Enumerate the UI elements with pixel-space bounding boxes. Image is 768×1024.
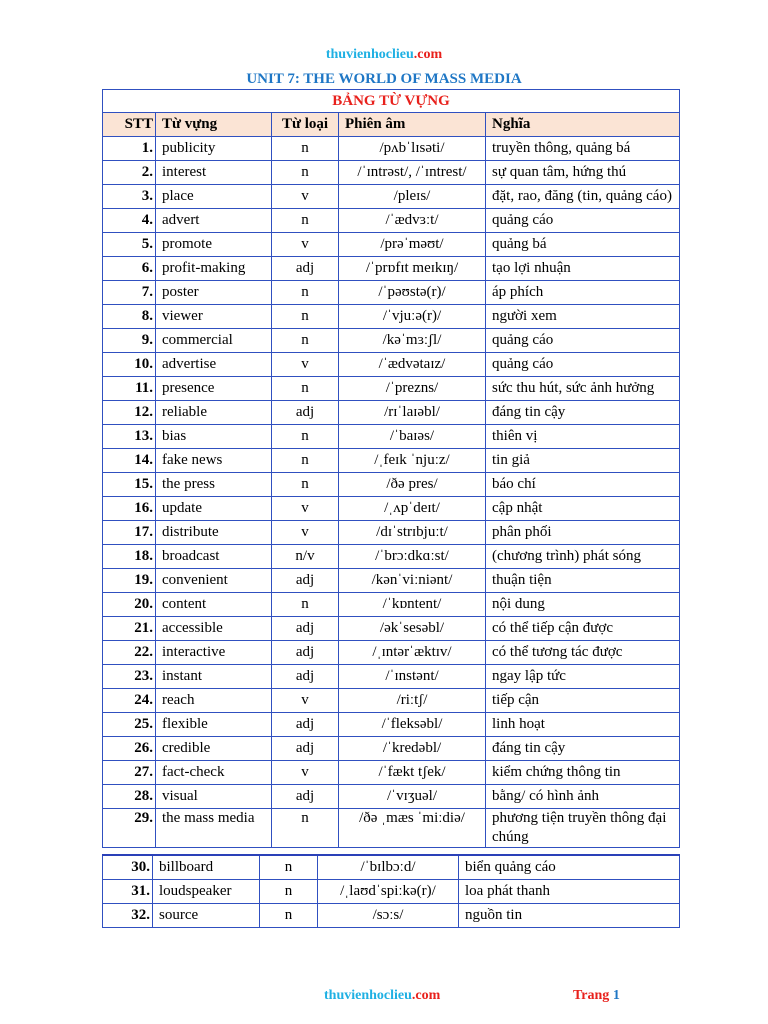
cell-pos: v (272, 497, 339, 521)
table-row (103, 401, 680, 425)
header-pos: Từ loại (272, 113, 339, 137)
cell-pos: adj (272, 257, 339, 281)
cell-pos: adj (272, 713, 339, 737)
cell-pos: adj (272, 785, 339, 809)
cell-word: presence (156, 377, 272, 401)
table-title-row (103, 90, 680, 113)
cell-word: bias (156, 425, 272, 449)
cell-pronunciation: /sɔːs/ (318, 904, 459, 928)
cell-meaning: (chương trình) phát sóng (486, 545, 680, 569)
cell-stt: 18. (103, 545, 156, 569)
cell-pos: adj (272, 617, 339, 641)
unit-title: UNIT 7: THE WORLD OF MASS MEDIA (246, 71, 522, 87)
cell-word: accessible (156, 617, 272, 641)
cell-word: instant (156, 665, 272, 689)
header-meaning: Nghĩa (486, 113, 680, 137)
cell-meaning: nguồn tin (459, 904, 680, 928)
cell-pos: n (272, 209, 339, 233)
cell-pos: n (272, 329, 339, 353)
cell-stt: 19. (103, 569, 156, 593)
cell-meaning: đặt, rao, đăng (tin, quảng cáo) (486, 185, 680, 209)
cell-pos: adj (272, 401, 339, 425)
cell-pos: n (272, 305, 339, 329)
cell-pos: n (272, 473, 339, 497)
cell-pos: n (272, 377, 339, 401)
cell-meaning: ngay lập tức (486, 665, 680, 689)
page-indicator (573, 988, 620, 1004)
cell-meaning: cập nhật (486, 497, 680, 521)
cell-word: credible (156, 737, 272, 761)
cell-word: convenient (156, 569, 272, 593)
cell-stt: 12. (103, 401, 156, 425)
table-row (103, 761, 680, 785)
cell-word: fact-check (156, 761, 272, 785)
table-row (103, 497, 680, 521)
cell-word: source (153, 904, 260, 928)
cell-stt: 1. (103, 137, 156, 161)
cell-stt: 21. (103, 617, 156, 641)
cell-pronunciation: /ˈɪnstənt/ (339, 665, 486, 689)
header-pronunciation: Phiên âm (339, 113, 486, 137)
cell-pos: v (272, 761, 339, 785)
page-number: 1 (612, 988, 620, 1003)
site-domain: .com (413, 47, 443, 62)
cell-stt: 30. (103, 855, 153, 880)
cell-pos: n (260, 855, 318, 880)
cell-word: commercial (156, 329, 272, 353)
table-header-row (103, 113, 680, 137)
table-row (103, 473, 680, 497)
cell-pos: n/v (272, 545, 339, 569)
table-row (103, 425, 680, 449)
cell-pos: adj (272, 737, 339, 761)
footer-site-name: thuvienhoclieu (324, 988, 412, 1003)
table-row (103, 665, 680, 689)
cell-word: the mass media (156, 809, 272, 848)
cell-pronunciation: /ˈfækt tʃek/ (339, 761, 486, 785)
cell-word: visual (156, 785, 272, 809)
cell-pronunciation: /ˈædvɜːt/ (339, 209, 486, 233)
cell-pronunciation: /ˈɪntrəst/, /ˈɪntrest/ (339, 161, 486, 185)
cell-meaning: sự quan tâm, hứng thú (486, 161, 680, 185)
cell-word: publicity (156, 137, 272, 161)
table-row (103, 305, 680, 329)
cell-word: the press (156, 473, 272, 497)
cell-stt: 32. (103, 904, 153, 928)
table-row (103, 233, 680, 257)
cell-stt: 31. (103, 880, 153, 904)
cell-word: content (156, 593, 272, 617)
site-header (0, 47, 768, 63)
cell-stt: 5. (103, 233, 156, 257)
cell-stt: 4. (103, 209, 156, 233)
table-row (103, 855, 680, 880)
cell-meaning: linh hoạt (486, 713, 680, 737)
cell-pronunciation: /ˈbɪlbɔːd/ (318, 855, 459, 880)
cell-word: update (156, 497, 272, 521)
table-row (103, 641, 680, 665)
table-row (103, 521, 680, 545)
cell-stt: 2. (103, 161, 156, 185)
cell-pos: n (260, 880, 318, 904)
cell-pronunciation: /əkˈsesəbl/ (339, 617, 486, 641)
cell-stt: 10. (103, 353, 156, 377)
cell-meaning: quảng bá (486, 233, 680, 257)
cell-word: advertise (156, 353, 272, 377)
cell-word: place (156, 185, 272, 209)
cell-meaning: nội dung (486, 593, 680, 617)
cell-stt: 3. (103, 185, 156, 209)
cell-meaning: quảng cáo (486, 353, 680, 377)
table-row (103, 449, 680, 473)
cell-pos: v (272, 521, 339, 545)
cell-meaning: áp phích (486, 281, 680, 305)
cell-pos: n (272, 425, 339, 449)
cell-word: loudspeaker (153, 880, 260, 904)
cell-stt: 23. (103, 665, 156, 689)
site-name: thuvienhoclieu (325, 47, 414, 62)
cell-pronunciation: /ˈprezns/ (339, 377, 486, 401)
cell-word: advert (156, 209, 272, 233)
table-row (103, 904, 680, 928)
table-row (103, 161, 680, 185)
header-stt: STT (103, 113, 156, 137)
cell-pronunciation: /kənˈviːniənt/ (339, 569, 486, 593)
cell-pos: adj (272, 569, 339, 593)
cell-stt: 22. (103, 641, 156, 665)
cell-pos: v (272, 185, 339, 209)
cell-meaning: biển quảng cáo (459, 855, 680, 880)
cell-meaning: quảng cáo (486, 209, 680, 233)
cell-pos: v (272, 353, 339, 377)
cell-meaning: có thể tiếp cận được (486, 617, 680, 641)
table-row (103, 329, 680, 353)
cell-pronunciation: /ˌʌpˈdeɪt/ (339, 497, 486, 521)
cell-pronunciation: /ˈvjuːə(r)/ (339, 305, 486, 329)
cell-pronunciation: /ˌlaʊdˈspiːkə(r)/ (318, 880, 459, 904)
cell-pos: n (272, 281, 339, 305)
table-row (103, 809, 680, 848)
footer-site-domain: .com (411, 988, 441, 1003)
cell-stt: 17. (103, 521, 156, 545)
cell-pronunciation: /prəˈməʊt/ (339, 233, 486, 257)
table-row (103, 209, 680, 233)
vocabulary-table (102, 89, 680, 848)
cell-pronunciation: /ˈkɒntent/ (339, 593, 486, 617)
cell-stt: 28. (103, 785, 156, 809)
cell-pos: n (272, 593, 339, 617)
cell-pos: v (272, 689, 339, 713)
header-word: Từ vựng (156, 113, 272, 137)
cell-word: profit-making (156, 257, 272, 281)
cell-pronunciation: /ˈfleksəbl/ (339, 713, 486, 737)
cell-pronunciation: /ˈædvətaɪz/ (339, 353, 486, 377)
table-row (103, 713, 680, 737)
cell-pronunciation: /kəˈmɜːʃl/ (339, 329, 486, 353)
cell-stt: 14. (103, 449, 156, 473)
cell-pronunciation: /ˌfeɪk ˈnjuːz/ (339, 449, 486, 473)
cell-stt: 11. (103, 377, 156, 401)
cell-pronunciation: /ˈbaɪəs/ (339, 425, 486, 449)
cell-pronunciation: /riːtʃ/ (339, 689, 486, 713)
cell-pos: n (272, 809, 339, 848)
cell-word: poster (156, 281, 272, 305)
cell-pronunciation: /ˈvɪʒuəl/ (339, 785, 486, 809)
table-row (103, 353, 680, 377)
table-row (103, 617, 680, 641)
cell-meaning: tin giả (486, 449, 680, 473)
cell-pronunciation: /dɪˈstrɪbjuːt/ (339, 521, 486, 545)
cell-stt: 8. (103, 305, 156, 329)
cell-meaning: truyền thông, quảng bá (486, 137, 680, 161)
cell-pronunciation: /ˈpəʊstə(r)/ (339, 281, 486, 305)
table-row (103, 281, 680, 305)
cell-meaning: sức thu hút, sức ảnh hưởng (486, 377, 680, 401)
cell-pronunciation: /ˈkredəbl/ (339, 737, 486, 761)
table-row (103, 545, 680, 569)
table-row (103, 593, 680, 617)
table-row (103, 880, 680, 904)
cell-meaning: tạo lợi nhuận (486, 257, 680, 281)
cell-pronunciation: /pʌbˈlɪsəti/ (339, 137, 486, 161)
cell-stt: 7. (103, 281, 156, 305)
cell-meaning: đáng tin cậy (486, 737, 680, 761)
cell-meaning: báo chí (486, 473, 680, 497)
cell-pronunciation: /pleɪs/ (339, 185, 486, 209)
cell-pronunciation: /ˈbrɔːdkɑːst/ (339, 545, 486, 569)
cell-stt: 24. (103, 689, 156, 713)
cell-word: reach (156, 689, 272, 713)
cell-stt: 15. (103, 473, 156, 497)
cell-stt: 25. (103, 713, 156, 737)
table-row (103, 377, 680, 401)
table-row (103, 137, 680, 161)
table-row (103, 785, 680, 809)
cell-pos: adj (272, 641, 339, 665)
cell-stt: 26. (103, 737, 156, 761)
table-row (103, 569, 680, 593)
cell-pronunciation: /ˈprɒfɪt meɪkɪŋ/ (339, 257, 486, 281)
cell-pronunciation: /ˌɪntərˈæktɪv/ (339, 641, 486, 665)
cell-meaning: bằng/ có hình ảnh (486, 785, 680, 809)
page-label: Trang (573, 988, 610, 1003)
cell-word: reliable (156, 401, 272, 425)
cell-pos: v (272, 233, 339, 257)
cell-pos: n (272, 449, 339, 473)
cell-pronunciation: /ðə ˌmæs ˈmiːdiə/ (339, 809, 486, 848)
cell-stt: 27. (103, 761, 156, 785)
cell-stt: 16. (103, 497, 156, 521)
table-row (103, 257, 680, 281)
cell-stt: 20. (103, 593, 156, 617)
vocabulary-table-continued (102, 854, 680, 928)
cell-meaning: kiểm chứng thông tin (486, 761, 680, 785)
cell-word: billboard (153, 855, 260, 880)
cell-word: promote (156, 233, 272, 257)
cell-meaning: phương tiện truyền thông đại chúng (486, 809, 680, 848)
cell-word: fake news (156, 449, 272, 473)
cell-pos: n (272, 137, 339, 161)
cell-meaning: có thể tương tác được (486, 641, 680, 665)
cell-pronunciation: /rɪˈlaɪəbl/ (339, 401, 486, 425)
cell-pos: adj (272, 665, 339, 689)
cell-pos: n (272, 161, 339, 185)
footer-site (324, 988, 440, 1004)
cell-word: flexible (156, 713, 272, 737)
cell-meaning: quảng cáo (486, 329, 680, 353)
table-title: BẢNG TỪ VỰNG (103, 90, 680, 113)
cell-stt: 6. (103, 257, 156, 281)
table-row (103, 737, 680, 761)
cell-word: interest (156, 161, 272, 185)
cell-word: interactive (156, 641, 272, 665)
cell-pos: n (260, 904, 318, 928)
cell-meaning: người xem (486, 305, 680, 329)
cell-stt: 9. (103, 329, 156, 353)
cell-stt: 13. (103, 425, 156, 449)
cell-meaning: thiên vị (486, 425, 680, 449)
cell-word: distribute (156, 521, 272, 545)
cell-pronunciation: /ðə pres/ (339, 473, 486, 497)
cell-meaning: tiếp cận (486, 689, 680, 713)
table-row (103, 689, 680, 713)
cell-meaning: phân phối (486, 521, 680, 545)
cell-stt: 29. (103, 809, 156, 848)
cell-meaning: đáng tin cậy (486, 401, 680, 425)
cell-word: broadcast (156, 545, 272, 569)
cell-word: viewer (156, 305, 272, 329)
cell-meaning: loa phát thanh (459, 880, 680, 904)
table-row (103, 185, 680, 209)
cell-meaning: thuận tiện (486, 569, 680, 593)
